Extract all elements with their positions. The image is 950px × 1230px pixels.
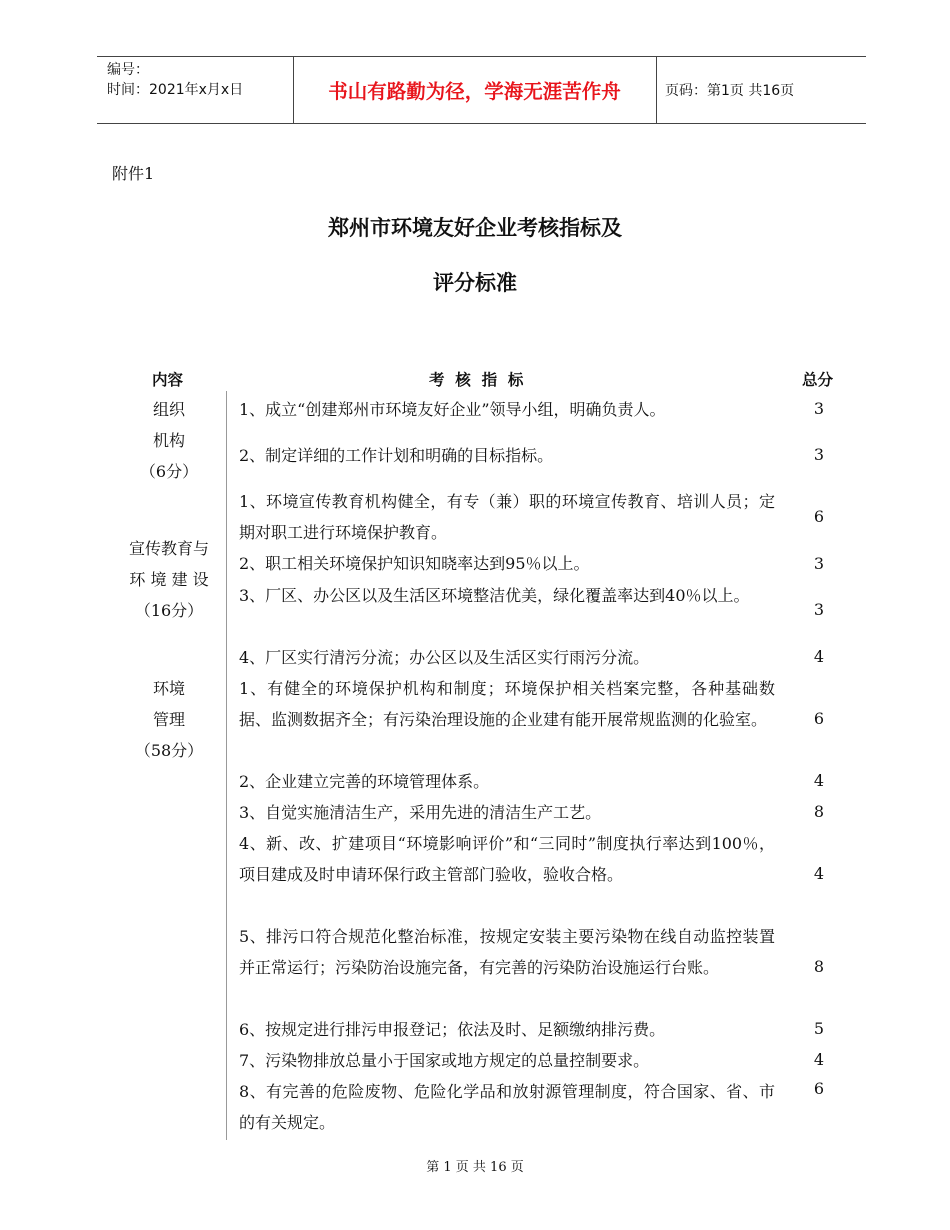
column-header-score: 总分 xyxy=(802,371,834,389)
attachment-label: 附件1 xyxy=(112,164,155,183)
score-value: 6 xyxy=(813,709,825,728)
score-value: 3 xyxy=(813,600,825,619)
category-publicity xyxy=(109,533,229,626)
category-organization xyxy=(109,394,229,487)
category-line: （6分） xyxy=(139,462,199,481)
score-value: 4 xyxy=(813,1050,825,1069)
number-label: 编号： xyxy=(107,62,149,78)
indicator-item: 7、污染物排放总量小于国家或地方规定的总量控制要求。 xyxy=(239,1051,650,1070)
category-line: 组织 xyxy=(152,400,185,419)
header-motto-cell xyxy=(293,57,657,123)
indicator-item: 2、制定详细的工作计划和明确的目标指标。 xyxy=(239,446,554,465)
indicator-item: 8、有完善的危险废物、危险化学品和放射源管理制度，符合国家、省、市的有关规定。 xyxy=(239,1082,775,1132)
column-header-indicator: 考 核 指 标 xyxy=(429,371,524,389)
header-meta-cell xyxy=(97,57,294,123)
indicator-item: 2、企业建立完善的环境管理体系。 xyxy=(239,772,490,791)
score-value: 5 xyxy=(813,1019,825,1038)
page-code: 页码：第1页 共16页 xyxy=(665,83,795,99)
indicator-item: 2、职工相关环境保护知识知晓率达到95％以上。 xyxy=(239,554,590,573)
indicator-item: 4、厂区实行清污分流；办公区以及生活区实行雨污分流。 xyxy=(239,648,650,667)
category-line: （58分） xyxy=(134,741,204,760)
column-header-content: 内容 xyxy=(152,371,184,389)
indicator-item: 1、成立“创建郑州市环境友好企业”领导小组，明确负责人。 xyxy=(239,400,666,419)
score-value: 3 xyxy=(813,554,825,573)
document-header xyxy=(97,56,866,124)
time-label: 时间：2021年x月x日 xyxy=(107,82,244,98)
indicator-item: 1、有健全的环境保护机构和制度；环境保护相关档案完整，各种基础数据、监测数据齐全；有污染治理设施的企业建有能开展常规监测的化验室。 xyxy=(239,679,775,729)
motto: 书山有路勤为径，学海无涯苦作舟 xyxy=(328,80,621,103)
category-line: 机构 xyxy=(152,431,185,450)
score-value: 4 xyxy=(813,771,825,790)
indicator-item: 3、厂区、办公区以及生活区环境整洁优美，绿化覆盖率达到40％以上。 xyxy=(239,586,750,605)
indicator-item: 3、自觉实施清洁生产，采用先进的清洁生产工艺。 xyxy=(239,803,602,822)
category-management xyxy=(109,673,229,766)
score-value: 8 xyxy=(813,802,825,821)
indicator-item: 4、新、改、扩建项目“环境影响评价”和“三同时”制度执行率达到100％，项目建成及时申请环保行政主管部门验收，验收合格。 xyxy=(239,834,775,884)
indicator-item: 6、按规定进行排污申报登记；依法及时、足额缴纳排污费。 xyxy=(239,1020,666,1039)
document-title-line2: 评分标准 xyxy=(433,271,517,295)
category-line: （16分） xyxy=(134,601,204,620)
indicator-item: 1、环境宣传教育机构健全，有专（兼）职的环境宣传教育、培训人员；定期对职工进行环境保护教育。 xyxy=(239,492,775,542)
page-footer: 第 1 页 共 16 页 xyxy=(426,1160,524,1175)
category-line: 宣传教育与 xyxy=(128,539,209,558)
score-value: 8 xyxy=(813,957,825,976)
category-line: 管理 xyxy=(152,710,185,729)
header-page-cell xyxy=(656,57,866,123)
indicator-item: 5、排污口符合规范化整治标准，按规定安装主要污染物在线自动监控装置并正常运行；污染防治设施完备，有完善的污染防治设施运行台账。 xyxy=(239,927,775,977)
category-line: 环 境 建 设 xyxy=(129,570,209,589)
score-value: 6 xyxy=(813,507,825,526)
score-value: 3 xyxy=(813,445,825,464)
score-value: 6 xyxy=(813,1079,825,1098)
score-value: 3 xyxy=(813,399,825,418)
score-value: 4 xyxy=(813,647,825,666)
category-line: 环境 xyxy=(152,679,185,698)
score-value: 4 xyxy=(813,864,825,883)
document-title-line1: 郑州市环境友好企业考核指标及 xyxy=(328,216,622,240)
